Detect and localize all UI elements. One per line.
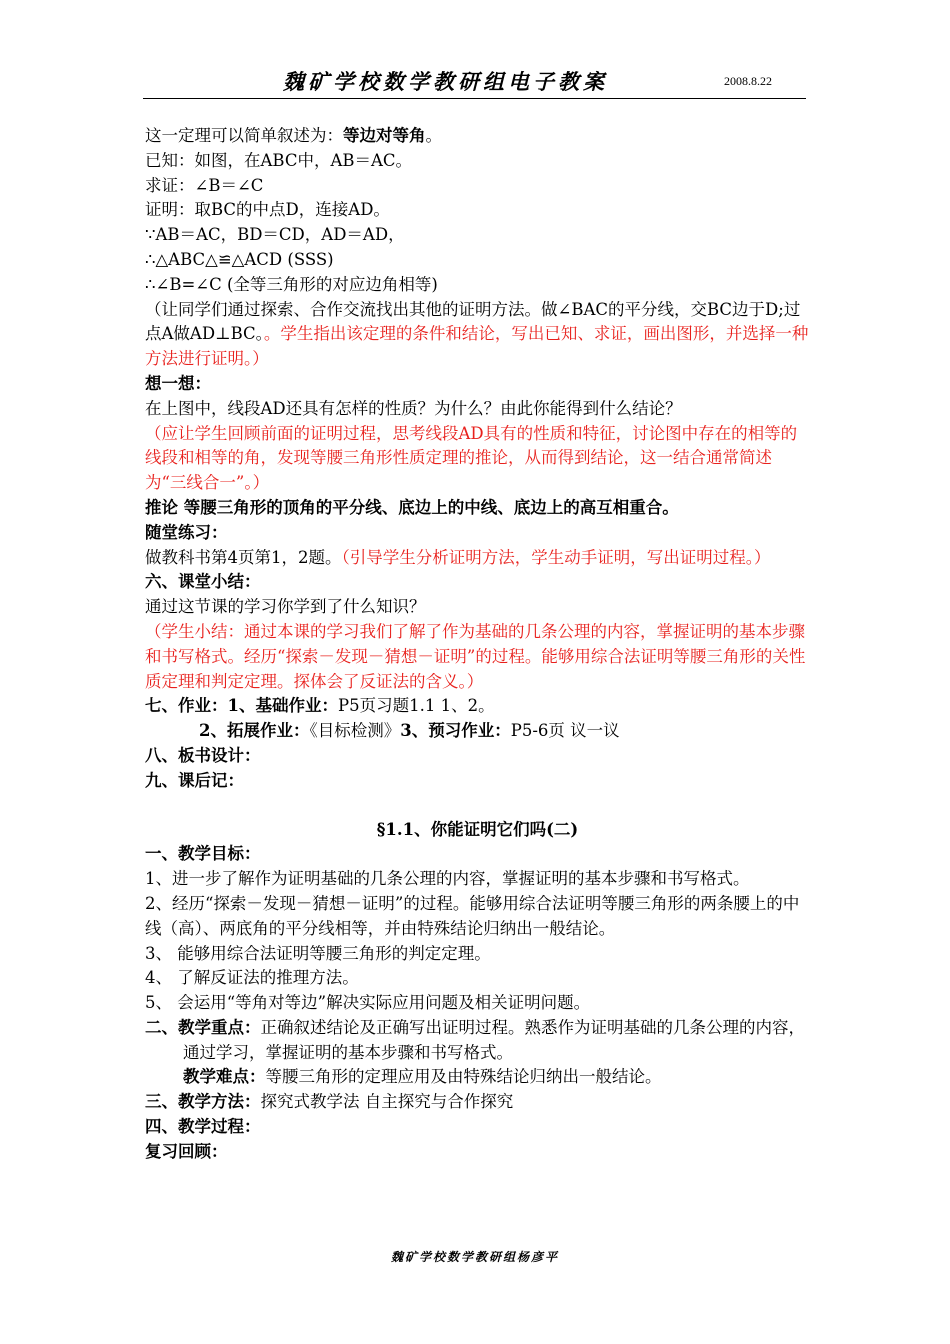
header-title: 魏矿学校数学教研组电子教案: [283, 70, 608, 94]
goal-5: 5、 会运用“等角对等边”解决实际应用问题及相关证明问题。: [145, 993, 591, 1013]
homework-line-1: [145, 694, 810, 719]
difficulties: [145, 1065, 810, 1090]
goal-1: 1、进一步了解作为证明基础的几条公理的内容，掌握证明的基本步骤和书写格式。: [145, 869, 750, 889]
text-span: 做教科书第4页第1，2题。: [145, 547, 342, 567]
corollary: 推论 等腰三角形的顶角的平分线、底边上的中线、底边上的高互相重合。: [145, 497, 679, 517]
proof-step-2: ∴△ABC△≌△ACD (SSS): [145, 249, 334, 269]
summary-note: （学生小结：通过本课的学习我们了解了作为基础的几条公理的内容，掌握证明的基本步骤和书写格式。经历“探索－发现－猜想－证明”的过程。能够用综合法证明等腰三角形的关性质定理和判定定理。探体会了反证法的含义。）: [145, 621, 806, 691]
proof-step-3: ∴∠B=∠C (全等三角形的对应边角相等): [145, 274, 438, 294]
text-span: 正确叙述结论及正确写出证明过程。熟悉作为证明基础的几条公理的内容，通过学习，掌握证明的基本步骤和书写格式。: [183, 1017, 805, 1062]
think-heading: 想一想：: [145, 373, 211, 393]
text-span: 等腰三角形的定理应用及由特殊结论归纳出一般结论。: [265, 1067, 662, 1087]
prove-line: 求证：∠B＝∠C: [145, 175, 264, 195]
think-question: 在上图中，线段AD还具有怎样的性质？为什么？由此你能得到什么结论？: [145, 398, 682, 418]
review-heading: 复习回顾：: [145, 1141, 228, 1161]
theorem-summary: [145, 124, 810, 149]
proof-line: 证明：取BC的中点D，连接AD。: [145, 200, 390, 220]
practice-line: [145, 546, 810, 571]
summary-heading: 六、课堂小结：: [145, 572, 261, 592]
note-black-part: （让同学们通过探索、合作交流找出其他的证明方法。做∠BAC的平分线，交BC边于D;过点A做AD⊥BC。: [145, 299, 801, 344]
practice-heading: 随堂练习：: [145, 522, 228, 542]
text-span: 2、拓展作业：: [199, 721, 310, 741]
text-span: 这一定理可以简单叙述为：: [145, 126, 343, 145]
text-span: P5-6页 议一议: [510, 721, 620, 741]
practice-note: （引导学生分析证明方法，学生动手证明，写出证明过程。）: [341, 547, 771, 567]
teacher-note-2: （应让学生回顾前面的证明过程，思考线段AD具有的性质和特征，讨论图中存在的相等的线段和相等的角，发现等腰三角形性质定理的推论，从而得到结论，这一结合通常简述为“三线合一”。）: [145, 423, 798, 493]
document-body: [145, 124, 810, 1165]
key-points: [145, 1016, 810, 1066]
homework-line-2: [145, 719, 810, 744]
text-span: 3、预习作业：: [400, 721, 511, 741]
text-span: 。: [425, 126, 442, 145]
goal-3: 3、 能够用综合法证明等腰三角形的判定定理。: [145, 943, 491, 963]
text-span: 三、教学方法：: [145, 1092, 261, 1112]
page-header: [143, 62, 806, 99]
process-heading: 四、教学过程：: [145, 1117, 261, 1137]
goal-2: 2、经历“探索－发现－猜想－证明”的过程。能够用综合法证明等腰三角形的两条腰上的中线（高）、两底角的平分线相等，并由特殊结论归纳出一般结论。: [145, 893, 800, 938]
text-span: 二、教学重点：: [145, 1017, 261, 1037]
goals-heading: 一、教学目标：: [145, 844, 261, 864]
text-span: 探究式教学法 自主探究与合作探究: [260, 1092, 514, 1112]
page-footer: 魏矿学校数学教研组杨彦平: [390, 1250, 559, 1264]
spacer: [145, 794, 810, 818]
proof-step-1: ∵AB＝AC，BD＝CD，AD＝AD，: [145, 225, 405, 245]
theorem-short: 等边对等角: [343, 126, 426, 145]
summary-question: 通过这节课的学习你学到了什么知识？: [145, 597, 426, 617]
goal-4: 4、 了解反证法的推理方法。: [145, 968, 359, 988]
board-design-heading: 八、板书设计：: [145, 745, 261, 765]
note-red-part: 。学生指出该定理的条件和结论，写出已知、求证，画出图形，并选择一种方法进行证明。）: [145, 324, 809, 369]
methods: [145, 1090, 810, 1115]
text-span: 《目标检测》: [309, 721, 401, 741]
after-class-heading: 九、课后记：: [145, 770, 244, 790]
text-span: P5页习题1.1 1、2。: [337, 696, 495, 716]
text-span: 教学难点：: [183, 1067, 266, 1087]
given-line: 已知：如图，在ABC中，AB＝AC。: [145, 150, 413, 170]
text-span: 七、作业：1、基础作业：: [145, 696, 338, 716]
teacher-note-1: [145, 298, 810, 372]
header-date: 2008.8.22: [724, 74, 772, 88]
section-title: §1.1、你能证明它们吗(二): [376, 819, 579, 839]
